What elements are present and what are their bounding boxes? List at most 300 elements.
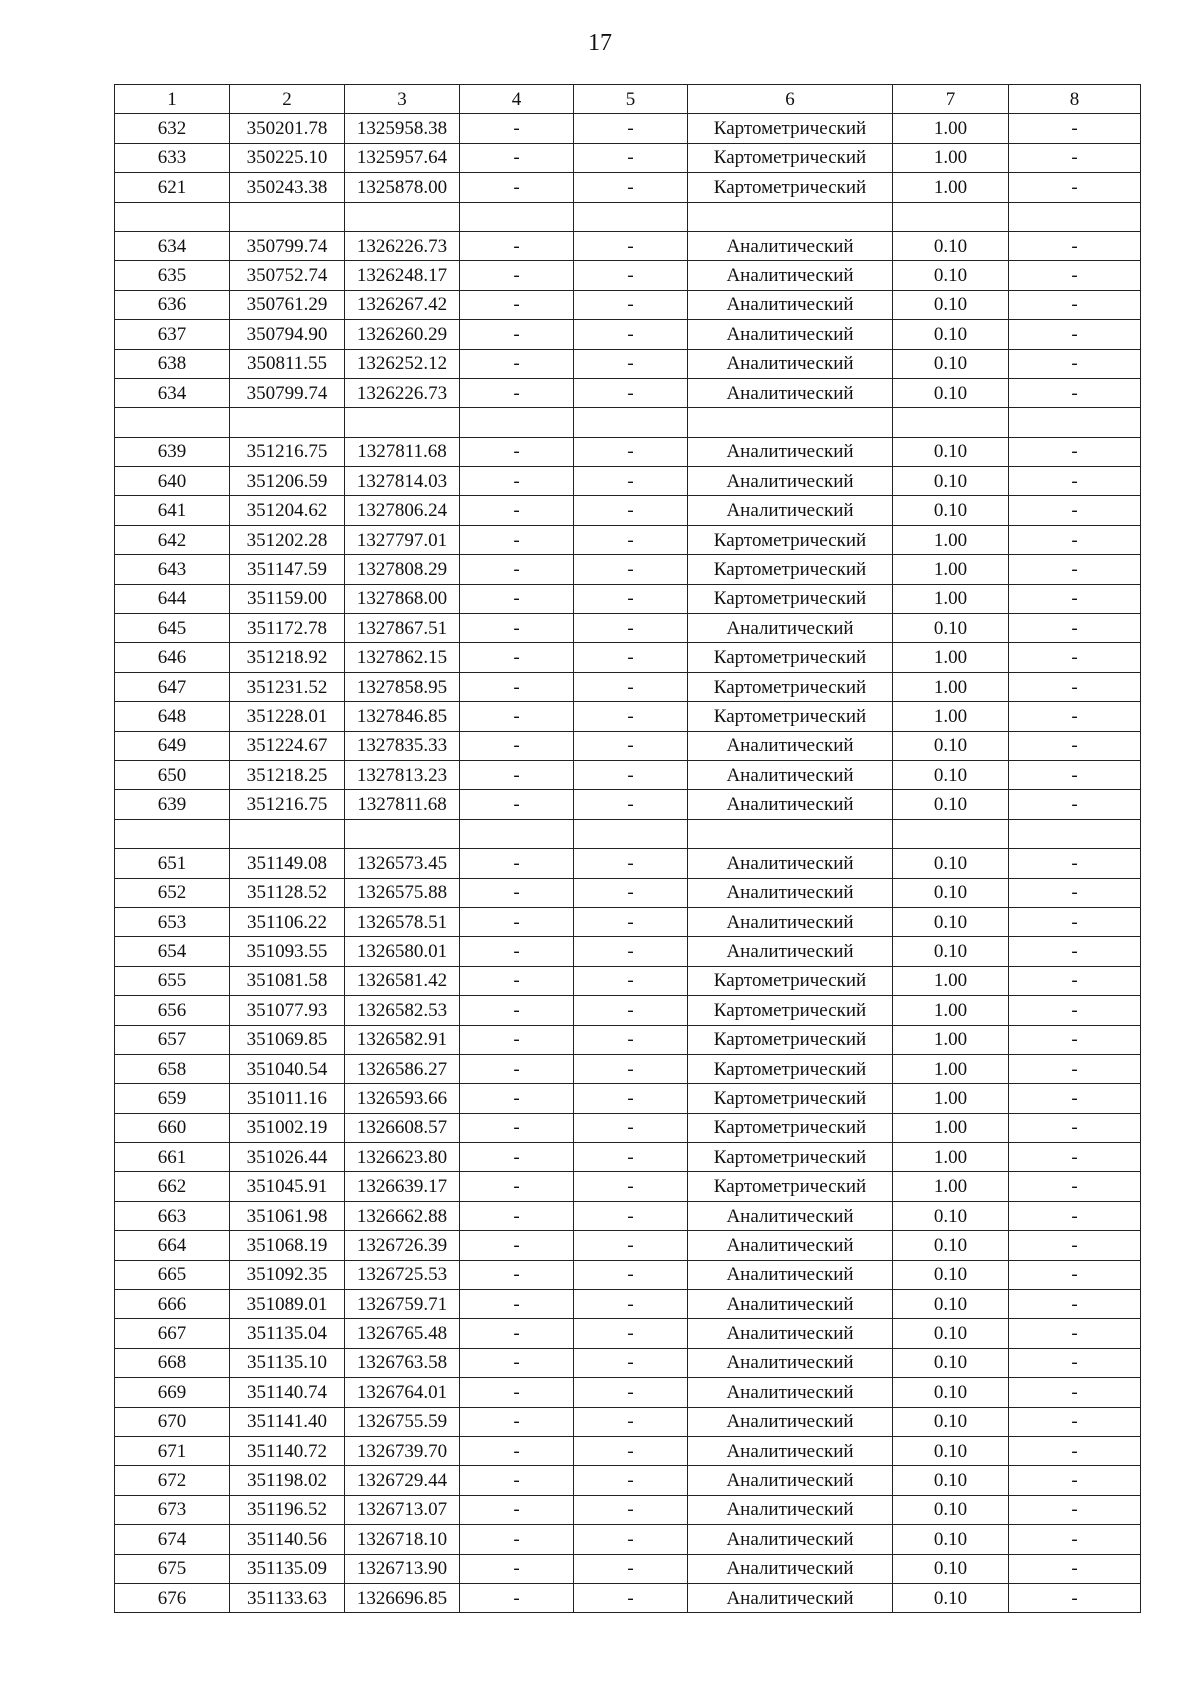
cell-x-coordinate: 351135.04 [230, 1319, 345, 1348]
cell-col5: - [574, 584, 688, 613]
cell-x-coordinate: 351218.25 [230, 760, 345, 789]
cell-method [688, 202, 893, 231]
table-row [115, 790, 1141, 819]
table-row [115, 437, 1141, 466]
cell-point-number: 642 [115, 525, 230, 554]
cell-col8: - [1009, 525, 1141, 554]
cell-y-coordinate: 1326578.51 [345, 907, 460, 936]
cell-col5: - [574, 1495, 688, 1524]
cell-x-coordinate: 351216.75 [230, 790, 345, 819]
column-header: 3 [345, 85, 460, 114]
cell-col4 [460, 819, 574, 848]
cell-col8: - [1009, 966, 1141, 995]
cell-col5: - [574, 1260, 688, 1289]
cell-point-number: 666 [115, 1290, 230, 1319]
cell-col4: - [460, 1054, 574, 1083]
cell-point-number: 654 [115, 937, 230, 966]
cell-point-number: 669 [115, 1378, 230, 1407]
table-row [115, 1143, 1141, 1172]
cell-x-coordinate: 351202.28 [230, 525, 345, 554]
cell-accuracy: 0.10 [893, 1378, 1009, 1407]
cell-col5: - [574, 996, 688, 1025]
coordinates-table [114, 84, 1141, 1613]
cell-method: Аналитический [688, 1348, 893, 1377]
table-row [115, 760, 1141, 789]
cell-accuracy: 1.00 [893, 672, 1009, 701]
cell-x-coordinate: 351135.10 [230, 1348, 345, 1377]
cell-col8 [1009, 408, 1141, 437]
cell-accuracy: 0.10 [893, 1495, 1009, 1524]
column-header: 4 [460, 85, 574, 114]
cell-accuracy: 1.00 [893, 525, 1009, 554]
cell-col8: - [1009, 1525, 1141, 1554]
cell-accuracy: 1.00 [893, 1054, 1009, 1083]
cell-col5: - [574, 790, 688, 819]
cell-col8: - [1009, 290, 1141, 319]
cell-point-number [115, 202, 230, 231]
cell-col4: - [460, 525, 574, 554]
cell-point-number: 653 [115, 907, 230, 936]
cell-col4: - [460, 1231, 574, 1260]
cell-accuracy: 0.10 [893, 1319, 1009, 1348]
cell-x-coordinate: 351011.16 [230, 1084, 345, 1113]
table-row [115, 966, 1141, 995]
cell-accuracy: 0.10 [893, 614, 1009, 643]
cell-method: Картометрический [688, 525, 893, 554]
cell-method: Картометрический [688, 143, 893, 172]
cell-x-coordinate: 351198.02 [230, 1466, 345, 1495]
cell-col5: - [574, 643, 688, 672]
cell-point-number: 652 [115, 878, 230, 907]
cell-method: Аналитический [688, 1407, 893, 1436]
cell-col5 [574, 408, 688, 437]
cell-col4: - [460, 231, 574, 260]
cell-method: Картометрический [688, 966, 893, 995]
cell-x-coordinate: 351206.59 [230, 467, 345, 496]
cell-method: Аналитический [688, 907, 893, 936]
cell-method: Картометрический [688, 643, 893, 672]
cell-point-number: 657 [115, 1025, 230, 1054]
cell-point-number: 660 [115, 1113, 230, 1142]
table-row [115, 525, 1141, 554]
cell-y-coordinate: 1327835.33 [345, 731, 460, 760]
cell-col8: - [1009, 643, 1141, 672]
cell-col4: - [460, 555, 574, 584]
cell-x-coordinate: 351040.54 [230, 1054, 345, 1083]
cell-col4: - [460, 849, 574, 878]
cell-col8: - [1009, 555, 1141, 584]
table-row [115, 849, 1141, 878]
cell-accuracy: 0.10 [893, 1583, 1009, 1612]
table-row [115, 231, 1141, 260]
table-row [115, 1348, 1141, 1377]
cell-col5: - [574, 907, 688, 936]
cell-method: Аналитический [688, 290, 893, 319]
cell-x-coordinate: 350243.38 [230, 173, 345, 202]
cell-method: Аналитический [688, 614, 893, 643]
cell-col8: - [1009, 614, 1141, 643]
cell-method: Картометрический [688, 1113, 893, 1142]
cell-y-coordinate: 1326226.73 [345, 231, 460, 260]
cell-point-number: 656 [115, 996, 230, 1025]
cell-method: Аналитический [688, 467, 893, 496]
cell-col5: - [574, 1143, 688, 1172]
cell-accuracy: 0.10 [893, 1348, 1009, 1377]
cell-y-coordinate [345, 819, 460, 848]
cell-col5: - [574, 467, 688, 496]
cell-accuracy: 0.10 [893, 1407, 1009, 1436]
cell-col4: - [460, 1025, 574, 1054]
cell-col8: - [1009, 1290, 1141, 1319]
table-row [115, 349, 1141, 378]
cell-method: Аналитический [688, 1260, 893, 1289]
cell-x-coordinate: 350799.74 [230, 378, 345, 407]
cell-col4: - [460, 349, 574, 378]
cell-point-number: 672 [115, 1466, 230, 1495]
table-row [115, 143, 1141, 172]
cell-y-coordinate: 1326639.17 [345, 1172, 460, 1201]
cell-col4: - [460, 907, 574, 936]
cell-col5: - [574, 1583, 688, 1612]
cell-point-number: 674 [115, 1525, 230, 1554]
cell-point-number: 645 [115, 614, 230, 643]
cell-accuracy: 0.10 [893, 1466, 1009, 1495]
table-row [115, 819, 1141, 848]
cell-col5: - [574, 290, 688, 319]
cell-x-coordinate: 351077.93 [230, 996, 345, 1025]
cell-col8: - [1009, 1378, 1141, 1407]
cell-col5: - [574, 1084, 688, 1113]
cell-col8: - [1009, 1466, 1141, 1495]
cell-accuracy: 0.10 [893, 790, 1009, 819]
cell-method [688, 819, 893, 848]
cell-y-coordinate: 1326260.29 [345, 320, 460, 349]
cell-col4: - [460, 437, 574, 466]
cell-col4: - [460, 114, 574, 143]
cell-method: Картометрический [688, 1143, 893, 1172]
cell-col4: - [460, 1554, 574, 1583]
cell-y-coordinate: 1325957.64 [345, 143, 460, 172]
cell-method: Аналитический [688, 1231, 893, 1260]
cell-y-coordinate: 1326593.66 [345, 1084, 460, 1113]
cell-col8: - [1009, 1113, 1141, 1142]
cell-accuracy: 0.10 [893, 320, 1009, 349]
cell-y-coordinate: 1327808.29 [345, 555, 460, 584]
cell-x-coordinate: 351172.78 [230, 614, 345, 643]
cell-method: Аналитический [688, 349, 893, 378]
cell-col4: - [460, 1378, 574, 1407]
cell-point-number: 667 [115, 1319, 230, 1348]
table-row [115, 1554, 1141, 1583]
table-row [115, 1525, 1141, 1554]
table-row [115, 614, 1141, 643]
cell-accuracy: 0.10 [893, 1554, 1009, 1583]
cell-x-coordinate: 351141.40 [230, 1407, 345, 1436]
cell-col8: - [1009, 1436, 1141, 1465]
cell-col8: - [1009, 320, 1141, 349]
cell-method: Картометрический [688, 1084, 893, 1113]
cell-y-coordinate: 1327806.24 [345, 496, 460, 525]
cell-x-coordinate: 351026.44 [230, 1143, 345, 1172]
table-row [115, 378, 1141, 407]
cell-x-coordinate [230, 408, 345, 437]
cell-accuracy: 0.10 [893, 231, 1009, 260]
cell-point-number: 643 [115, 555, 230, 584]
cell-col5: - [574, 349, 688, 378]
cell-y-coordinate: 1326764.01 [345, 1378, 460, 1407]
cell-method: Картометрический [688, 1025, 893, 1054]
cell-accuracy: 0.10 [893, 290, 1009, 319]
cell-point-number: 638 [115, 349, 230, 378]
cell-col8: - [1009, 760, 1141, 789]
cell-accuracy: 0.10 [893, 731, 1009, 760]
cell-x-coordinate: 350201.78 [230, 114, 345, 143]
cell-y-coordinate: 1326763.58 [345, 1348, 460, 1377]
cell-col4: - [460, 1319, 574, 1348]
cell-method: Аналитический [688, 231, 893, 260]
cell-col8: - [1009, 672, 1141, 701]
cell-col4: - [460, 1260, 574, 1289]
table-row [115, 1054, 1141, 1083]
table-row [115, 1466, 1141, 1495]
cell-x-coordinate: 351089.01 [230, 1290, 345, 1319]
cell-method: Картометрический [688, 555, 893, 584]
cell-y-coordinate: 1326759.71 [345, 1290, 460, 1319]
cell-method: Аналитический [688, 261, 893, 290]
cell-col8: - [1009, 907, 1141, 936]
cell-col4: - [460, 173, 574, 202]
cell-accuracy: 0.10 [893, 1436, 1009, 1465]
cell-method: Аналитический [688, 1466, 893, 1495]
cell-col4: - [460, 584, 574, 613]
cell-method: Аналитический [688, 320, 893, 349]
cell-col4: - [460, 760, 574, 789]
cell-col8: - [1009, 467, 1141, 496]
cell-col8: - [1009, 114, 1141, 143]
cell-col4: - [460, 261, 574, 290]
table-row [115, 702, 1141, 731]
cell-col4: - [460, 878, 574, 907]
cell-y-coordinate: 1327811.68 [345, 437, 460, 466]
cell-col4: - [460, 290, 574, 319]
cell-x-coordinate: 351002.19 [230, 1113, 345, 1142]
cell-x-coordinate: 351061.98 [230, 1201, 345, 1230]
cell-col8: - [1009, 1231, 1141, 1260]
cell-col8: - [1009, 1143, 1141, 1172]
cell-col4: - [460, 1495, 574, 1524]
cell-y-coordinate: 1326662.88 [345, 1201, 460, 1230]
cell-accuracy: 0.10 [893, 1260, 1009, 1289]
cell-x-coordinate: 351106.22 [230, 907, 345, 936]
cell-col8: - [1009, 849, 1141, 878]
table-row [115, 1172, 1141, 1201]
cell-x-coordinate: 351216.75 [230, 437, 345, 466]
table-row [115, 467, 1141, 496]
table-row [115, 1113, 1141, 1142]
cell-col8: - [1009, 261, 1141, 290]
cell-method: Аналитический [688, 1378, 893, 1407]
cell-point-number: 665 [115, 1260, 230, 1289]
cell-accuracy: 0.10 [893, 1290, 1009, 1319]
cell-y-coordinate: 1326713.90 [345, 1554, 460, 1583]
cell-x-coordinate: 351069.85 [230, 1025, 345, 1054]
cell-accuracy: 0.10 [893, 496, 1009, 525]
cell-point-number [115, 819, 230, 848]
cell-method: Аналитический [688, 1495, 893, 1524]
table-row [115, 937, 1141, 966]
cell-x-coordinate: 351228.01 [230, 702, 345, 731]
table-row [115, 408, 1141, 437]
cell-x-coordinate: 351093.55 [230, 937, 345, 966]
cell-x-coordinate: 351135.09 [230, 1554, 345, 1583]
cell-y-coordinate: 1326252.12 [345, 349, 460, 378]
page-number: 17 [588, 30, 612, 56]
cell-col5: - [574, 231, 688, 260]
column-header: 6 [688, 85, 893, 114]
cell-col5: - [574, 937, 688, 966]
cell-y-coordinate: 1326582.53 [345, 996, 460, 1025]
table-row [115, 114, 1141, 143]
cell-col5: - [574, 1025, 688, 1054]
cell-method: Аналитический [688, 1319, 893, 1348]
cell-point-number: 635 [115, 261, 230, 290]
cell-col8: - [1009, 349, 1141, 378]
cell-accuracy: 1.00 [893, 143, 1009, 172]
column-header: 2 [230, 85, 345, 114]
cell-col8: - [1009, 143, 1141, 172]
cell-col5: - [574, 672, 688, 701]
cell-col8: - [1009, 1260, 1141, 1289]
cell-accuracy: 1.00 [893, 996, 1009, 1025]
cell-accuracy: 0.10 [893, 437, 1009, 466]
cell-col8: - [1009, 1583, 1141, 1612]
cell-point-number: 668 [115, 1348, 230, 1377]
table-row [115, 1583, 1141, 1612]
table-row [115, 1084, 1141, 1113]
cell-col5: - [574, 1172, 688, 1201]
column-header: 1 [115, 85, 230, 114]
table-row [115, 202, 1141, 231]
cell-point-number: 676 [115, 1583, 230, 1612]
cell-point-number: 655 [115, 966, 230, 995]
cell-point-number: 640 [115, 467, 230, 496]
cell-x-coordinate: 351081.58 [230, 966, 345, 995]
cell-method: Аналитический [688, 731, 893, 760]
cell-col5: - [574, 702, 688, 731]
table-row [115, 290, 1141, 319]
cell-accuracy: 0.10 [893, 467, 1009, 496]
cell-x-coordinate: 351133.63 [230, 1583, 345, 1612]
cell-col8: - [1009, 996, 1141, 1025]
cell-method: Аналитический [688, 437, 893, 466]
cell-point-number: 650 [115, 760, 230, 789]
cell-col8: - [1009, 731, 1141, 760]
cell-y-coordinate: 1326755.59 [345, 1407, 460, 1436]
cell-y-coordinate [345, 202, 460, 231]
cell-col4: - [460, 731, 574, 760]
table-row [115, 1231, 1141, 1260]
cell-col5: - [574, 525, 688, 554]
cell-point-number: 647 [115, 672, 230, 701]
cell-col4: - [460, 1172, 574, 1201]
cell-method: Аналитический [688, 1436, 893, 1465]
table-row [115, 320, 1141, 349]
cell-point-number: 651 [115, 849, 230, 878]
cell-col4: - [460, 1143, 574, 1172]
cell-col8: - [1009, 437, 1141, 466]
cell-y-coordinate: 1327813.23 [345, 760, 460, 789]
cell-col8: - [1009, 231, 1141, 260]
cell-point-number: 662 [115, 1172, 230, 1201]
cell-method: Аналитический [688, 760, 893, 789]
cell-y-coordinate: 1326726.39 [345, 1231, 460, 1260]
table-row [115, 907, 1141, 936]
cell-col5: - [574, 1319, 688, 1348]
cell-accuracy: 1.00 [893, 555, 1009, 584]
cell-accuracy: 0.10 [893, 261, 1009, 290]
cell-col4: - [460, 496, 574, 525]
cell-col4: - [460, 966, 574, 995]
cell-x-coordinate: 351224.67 [230, 731, 345, 760]
table-row [115, 555, 1141, 584]
cell-col4: - [460, 672, 574, 701]
cell-point-number: 639 [115, 790, 230, 819]
cell-col5 [574, 202, 688, 231]
cell-x-coordinate: 350799.74 [230, 231, 345, 260]
cell-accuracy: 1.00 [893, 584, 1009, 613]
cell-method: Картометрический [688, 173, 893, 202]
table-row [115, 1495, 1141, 1524]
cell-point-number: 664 [115, 1231, 230, 1260]
cell-accuracy: 1.00 [893, 173, 1009, 202]
cell-method: Аналитический [688, 849, 893, 878]
cell-x-coordinate: 351147.59 [230, 555, 345, 584]
cell-method: Аналитический [688, 1554, 893, 1583]
cell-col4: - [460, 1084, 574, 1113]
cell-y-coordinate: 1327846.85 [345, 702, 460, 731]
cell-y-coordinate: 1327797.01 [345, 525, 460, 554]
cell-col5: - [574, 1378, 688, 1407]
cell-point-number: 633 [115, 143, 230, 172]
cell-x-coordinate: 351231.52 [230, 672, 345, 701]
cell-col4: - [460, 320, 574, 349]
cell-y-coordinate: 1325878.00 [345, 173, 460, 202]
cell-col8: - [1009, 1495, 1141, 1524]
cell-col4: - [460, 1436, 574, 1465]
cell-x-coordinate: 351140.56 [230, 1525, 345, 1554]
cell-accuracy: 0.10 [893, 937, 1009, 966]
cell-method: Картометрический [688, 996, 893, 1025]
cell-col4: - [460, 996, 574, 1025]
cell-point-number: 659 [115, 1084, 230, 1113]
cell-point-number: 641 [115, 496, 230, 525]
table-row [115, 1260, 1141, 1289]
cell-col4 [460, 202, 574, 231]
cell-point-number: 621 [115, 173, 230, 202]
cell-method: Картометрический [688, 1054, 893, 1083]
table-row [115, 1378, 1141, 1407]
cell-accuracy [893, 819, 1009, 848]
cell-x-coordinate: 351218.92 [230, 643, 345, 672]
table-row [115, 731, 1141, 760]
cell-y-coordinate: 1326739.70 [345, 1436, 460, 1465]
column-header: 8 [1009, 85, 1141, 114]
cell-point-number: 649 [115, 731, 230, 760]
cell-point-number [115, 408, 230, 437]
cell-accuracy: 1.00 [893, 702, 1009, 731]
cell-y-coordinate: 1326581.42 [345, 966, 460, 995]
cell-col4: - [460, 1348, 574, 1377]
